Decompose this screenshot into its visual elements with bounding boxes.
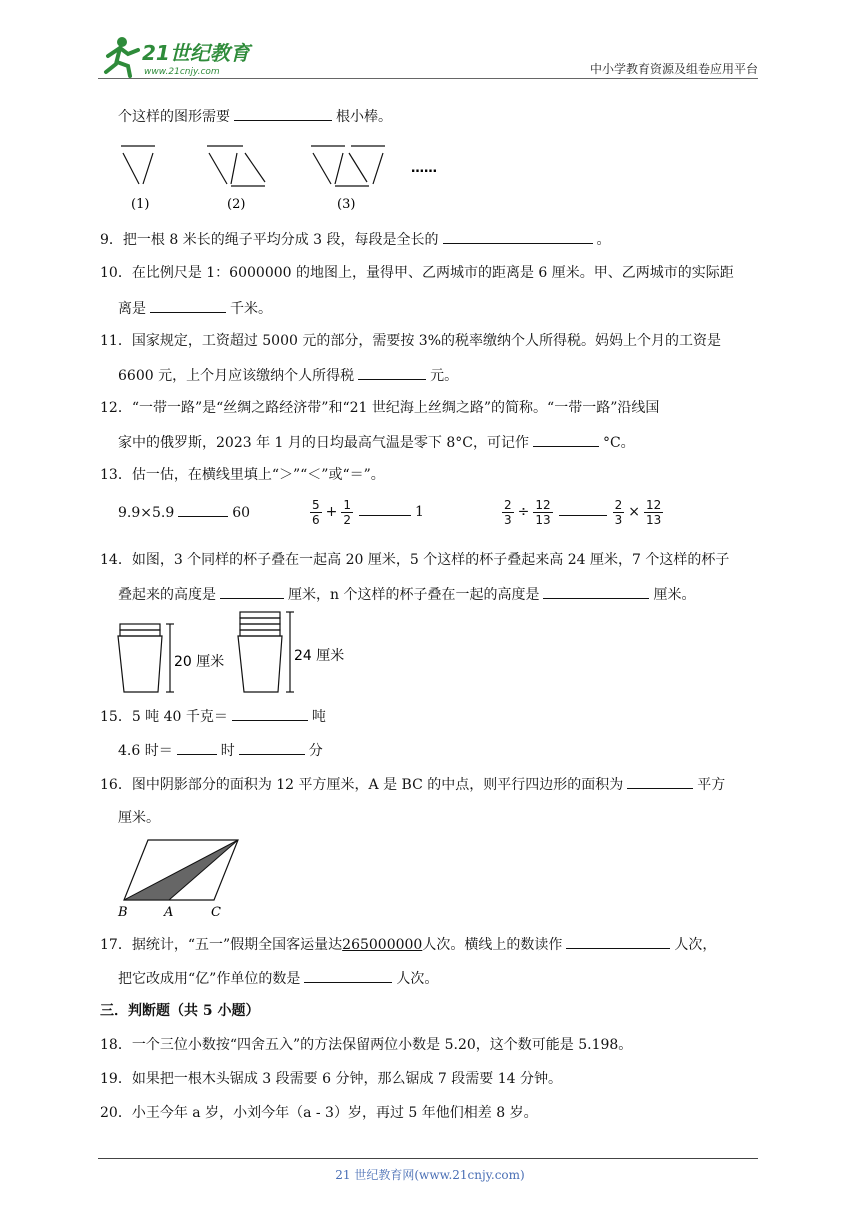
q11-answer-blank[interactable] [358,365,426,380]
stick-figure-diagram [115,138,455,214]
q9-answer-blank[interactable] [443,229,593,244]
q8-answer-blank[interactable] [234,106,332,121]
header-divider [98,78,758,79]
q15-line2: 4.6 时＝ 时 分 [118,740,323,761]
q11-line1: 11．国家规定，工资超过 5000 元的部分，需要按 3%的税率缴纳个人所得税。妈妈上个月的工资是 [100,333,722,349]
q17-blank-2[interactable] [304,968,392,983]
q13-blank-2[interactable] [359,501,411,516]
fraction: $\frac{2}{3}$ [614,497,623,527]
fig-ellipsis: …… [411,161,437,176]
label-B: B [118,905,128,920]
fig-label-2: (2) [227,197,246,212]
q13-expr2: $\frac{5}{6}$ + $\frac{1}{2}$ 1 [312,497,424,527]
cups-label-20: 20 厘米 [174,654,225,670]
label-A: A [164,905,174,920]
q8-line: 个这样的图形需要 根小棒。 [118,106,392,127]
cups-label-24: 24 厘米 [294,648,345,664]
q10-line1: 10．在比例尺是 1：6000000 的地图上，量得甲、乙两城市的距离是 6 厘米。甲、乙两城市的实际距 [100,265,734,281]
section-title: 三．判断题（共 5 小题） [100,1003,260,1019]
fraction: $\frac{12}{13}$ [646,497,662,527]
q17-line1: 17．据统计，“五一”假期全国客运量达265000000人次。横线上的数读作 人次， [100,934,716,955]
footer-divider [98,1158,758,1159]
q13-expr1: 9.9×5.9 60 [118,502,250,523]
fig-label-1: (1) [131,197,150,212]
q10-line2: 离是 千米。 [118,298,272,319]
q10-answer-blank[interactable] [150,298,226,313]
q15-line1: 15．5 吨 40 千克＝ 吨 [100,706,326,727]
q12-line1: 12．“一带一路”是“丝绸之路经济带”和“21 世纪海上丝绸之路”的简称。“一带一路”沿线国 [100,400,660,416]
q20: 20．小王今年 a 岁，小刘今年（a - 3）岁，再过 5 年他们相差 8 岁。 [100,1105,538,1121]
q17-line2: 把它改成用“亿”作单位的数是 人次。 [118,968,438,989]
q19: 19．如果把一根木头锯成 3 段需要 6 分钟，那么锯成 7 段需要 14 分钟。 [100,1071,562,1087]
footer-text[interactable]: 21 世纪教育网(www.21cnjy.com) [335,1168,525,1182]
fig-label-3: (3) [337,197,356,212]
q13-blank-1[interactable] [178,502,228,517]
logo-url: www.21cnjy.com [144,67,220,77]
q18: 18．一个三位小数按“四舍五入”的方法保留两位小数是 5.20，这个数可能是 5.198。 [100,1037,633,1053]
q13-expr3: $\frac{2}{3}$ ÷ $\frac{12}{13}$ $\frac{2}{3}$ × $\frac{12}{13}$ [504,497,662,527]
q14-blank-1[interactable] [220,584,284,599]
q15-blank-2[interactable] [177,740,217,755]
q16-line1: 16．图中阴影部分的面积为 12 平方厘米，A 是 BC 的中点，则平行四边形的面积为 平方 [100,774,725,795]
q11-line2: 6600 元，上个月应该缴纳个人所得税 元。 [118,365,458,386]
label-C: C [211,905,221,920]
q15-blank-1[interactable] [232,706,308,721]
q12-line2: 家中的俄罗斯，2023 年 1 月的日均最高气温是零下 8°C，可记作 °C。 [118,432,635,453]
q16-answer-blank[interactable] [627,774,693,789]
logo-text: 21世纪教育 [142,41,250,65]
header-right-text: 中小学教育资源及组卷应用平台 [589,62,758,76]
fraction: $\frac{5}{6}$ [312,497,320,527]
q14-line2: 叠起来的高度是 厘米，n 个这样的杯子叠在一起的高度是 厘米。 [118,584,695,605]
q14-line1: 14．如图，3 个同样的杯子叠在一起高 20 厘米，5 个这样的杯子叠起来高 24 厘米，7 个这样的杯子 [100,552,730,568]
q15-blank-3[interactable] [239,740,305,755]
q12-answer-blank[interactable] [533,432,599,447]
q9: 9．把一根 8 米长的绳子平均分成 3 段，每段是全长的 。 [100,229,611,250]
q14-blank-2[interactable] [543,584,649,599]
underlined-number: 265000000 [342,937,423,953]
parallelogram-diagram [114,834,244,920]
fraction: $\frac{1}{2}$ [343,497,352,527]
q13-blank-3[interactable] [559,501,607,516]
q16-line2: 厘米。 [118,810,160,826]
q17-blank-1[interactable] [566,934,670,949]
q13-line1: 13．估一估，在横线里填上“＞”“＜”或“＝”。 [100,467,385,483]
runner-logo-icon [98,34,268,78]
logo [98,34,268,78]
fraction: $\frac{2}{3}$ [504,497,512,527]
cups-diagram [114,608,354,700]
fraction: $\frac{12}{13}$ [535,497,551,527]
